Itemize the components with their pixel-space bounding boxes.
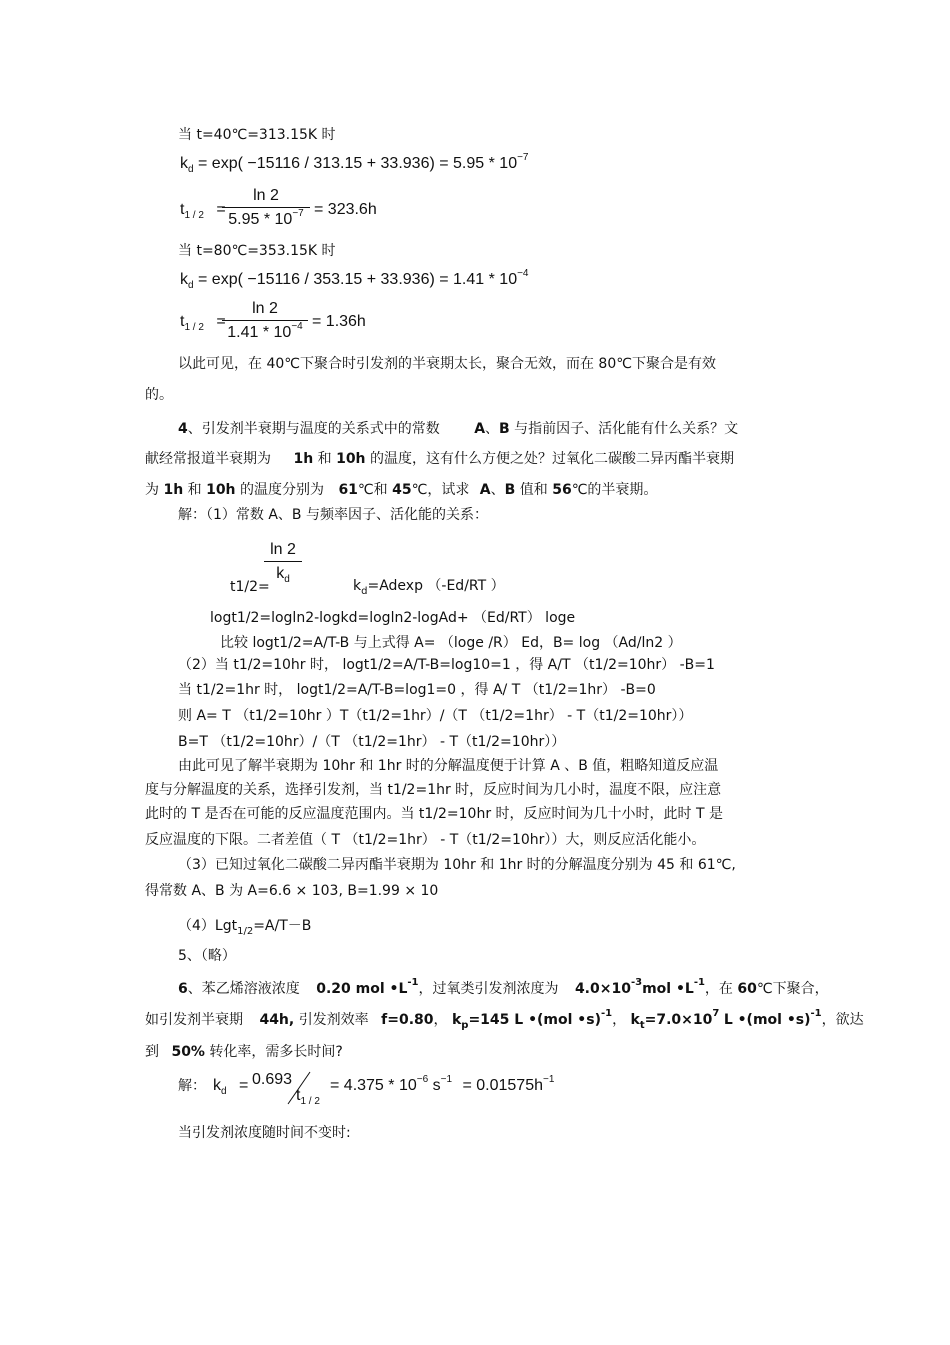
ln2-over-kd-fraction: ln 2 $k_d$ <box>264 540 302 583</box>
part2-line-g: 此时的 T 是否在可能的反应温度范围内。当 t1/2=10hr 时，反应时间为几十小时，此时 T 是 <box>145 806 723 822</box>
kd-equation-40: $k_d = \exp( -15116 / 313.15 + 33.936) = 5.95 * 10^{-7}$ <box>180 152 529 175</box>
part3-line-a: （3）已知过氧化二碳酸二异丙酯半衰期为 10hr 和 1hr 时的分解温度分别为 45 和 61℃, <box>178 857 736 873</box>
half-life-result-80: = 1.36h <box>312 313 366 330</box>
q6-kd-denominator: $t_{1 / 2}$ <box>296 1087 320 1107</box>
q6-kd-lhs: $k_d$ = <box>213 1077 249 1097</box>
half-life-fraction-40: ln 2 $5.95 * 10^{-7}$ <box>222 186 310 229</box>
part2-line-a: （2）当 t1/2=10hr 时， logt1/2=A/T-B=log10=1 ，得 A/T （t1/2=10hr） -B=1 <box>178 657 715 673</box>
q4-line-2: 献经常报道半衰期为 1h 和 10h 的温度，这有什么方便之处？过氧化二碳酸二异丙酯半衰期 <box>145 451 734 467</box>
q6-last-line: 当引发剂浓度随时间不变时: <box>178 1125 351 1141</box>
part2-line-c: 则 A= T （t1/2=10hr ）T（t1/2=1hr）/（T （t1/2=1hr） - T（t1/2=10hr）） <box>178 708 693 724</box>
part2-line-b: 当 t1/2=1hr 时， logt1/2=A/T-B=log1=0 ，得 A/ T （t1/2=1hr） -B=0 <box>178 682 656 698</box>
q4-line-3: 为 1h 和 10h 的温度分别为 61℃和 45℃，试求 A、B 值和 56℃的半衰期。 <box>145 482 658 498</box>
kd-arrhenius: $k_d=Adexp$ （-Ed/RT ） <box>353 578 505 597</box>
kd-equation-80: $k_d = \exp( -15116 / 353.15 + 33.936) = 1.41 * 10^{-4}$ <box>180 268 529 291</box>
part2-line-d: B=T （t1/2=10hr）/（T （t1/2=1hr） - T（t1/2=10hr）） <box>178 734 566 750</box>
half-life-equation-80: $t_{1 / 2}$ = <box>180 313 226 333</box>
conclusion-line-2: 的。 <box>145 387 173 403</box>
line-when-40: 当 t=40℃=313.15K 时 <box>178 127 336 143</box>
part3-line-b: 得常数 A、B 为 A=6.6 × 103, B=1.99 × 10 <box>145 883 439 899</box>
t-half-label: t1/2= <box>230 579 270 595</box>
q6-kd-numerator: 0.693 <box>252 1071 293 1088</box>
part2-line-h: 反应温度的下限。二者差值（ T （t1/2=1hr） - T（t1/2=10hr））大，则反应活化能小。 <box>145 832 706 848</box>
part2-line-f: 度与分解温度的关系，选择引发剂，当 t1/2=1hr 时，反应时间为几小时，温度不限，应注意 <box>145 782 722 798</box>
q6-kd-result: = $4.375 * 10^{-6}$ $s^{-1} = 0.01575h^{-1}$ <box>330 1074 555 1094</box>
q5-line: 5、（略） <box>178 948 236 964</box>
half-life-fraction-80: ln 2 $1.41 * 10^{-4}$ <box>222 299 308 342</box>
comparison-line: 比较 logt1/2=A/T-B 与上式得 A= （loge /R） Ed，B= log （Ad/ln2 ） <box>220 635 682 651</box>
line-when-80: 当 t=80℃=353.15K 时 <box>178 243 336 259</box>
q6-solution-label: 解： <box>178 1078 206 1094</box>
log-equation: logt1/2=logln2-logkd=logln2-logAd+ （Ed/RT） loge <box>210 610 576 626</box>
q4-solution-1: 解：（1）常数 A、B 与频率因子、活化能的关系： <box>178 507 488 523</box>
conclusion-line-1: 以此可见，在 40℃下聚合时引发剂的半衰期太长，聚合无效，而在 80℃下聚合是有效 <box>178 356 716 372</box>
q6-line-2: 如引发剂半衰期 44h, 引发剂效率 f=0.80， $k_p=145$ L •(mol •s)$^{-1}$， $k_t=7.0\times 10^7$ L •(mol •s)$^{-1}$，欲达 <box>145 1008 864 1031</box>
part4-line: （4）Lgt$_{1/2}$=A/T－B <box>178 918 312 937</box>
q4-line-1: 4、引发剂半衰期与温度的关系式中的常数 A、B 与指前因子、活化能有什么关系？文 <box>178 421 739 437</box>
half-life-equation-40: $t_{1 / 2}$ = <box>180 201 226 221</box>
q6-line-1: 6、苯乙烯溶液浓度 0.20 mol $•L^{-1}$，过氧类引发剂浓度为 $4.0\times 10^{-3}mol$ $•L^{-1}$，在 60℃下聚合， <box>178 977 829 997</box>
part2-line-e: 由此可见了解半衰期为 10hr 和 1hr 时的分解温度便于计算 A 、B 值，粗略知道反应温 <box>178 758 719 774</box>
half-life-result-40: = 323.6h <box>314 201 377 218</box>
q6-line-3: 到 50% 转化率，需多长时间? <box>145 1044 343 1060</box>
